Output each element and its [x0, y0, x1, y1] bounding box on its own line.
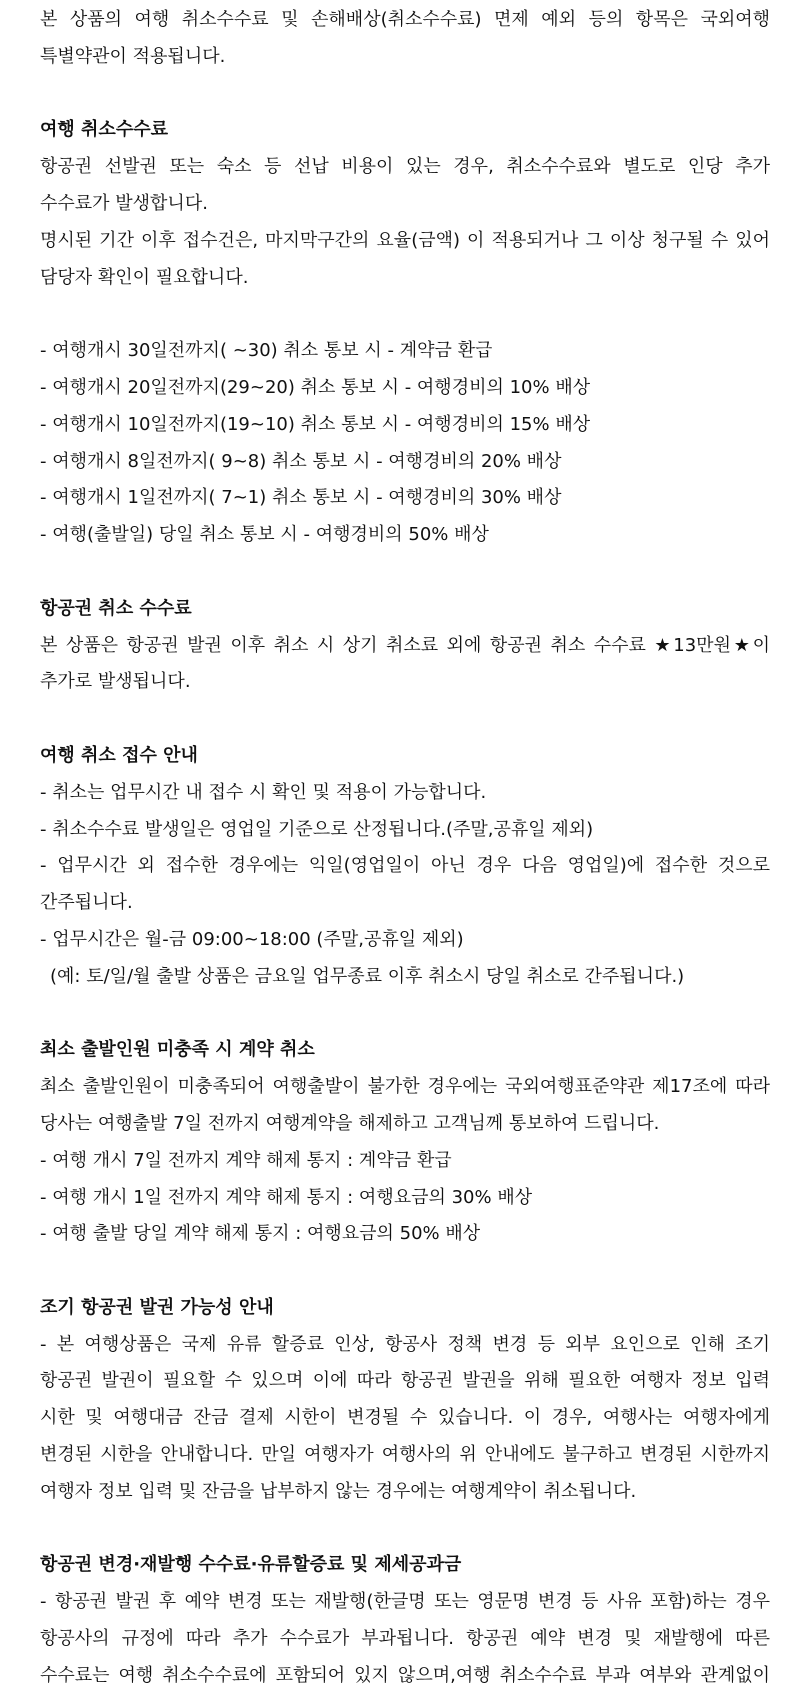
body-line: 항공권 선발권 또는 숙소 등 선납 비용이 있는 경우, 취소수수료와 별도로 인당 추가	[40, 156, 770, 178]
body-line: 항공사의 규정에 따라 추가 수수료가 부과됩니다. 항공권 예약 변경 및 재발행에 따른	[40, 1628, 770, 1650]
body-line: 담당자 확인이 필요합니다.	[40, 266, 249, 288]
list-item: - 여행개시 20일전까지(29~20) 취소 통보 시 - 여행경비의 10% 배상	[40, 376, 591, 398]
body-line: - 업무시간은 월-금 09:00~18:00 (주말,공휴일 제외)	[40, 928, 464, 950]
body-line: 본 상품은 항공권 발권 이후 취소 시 상기 취소료 외에 항공권 취소 수수료 ★13만원★이	[40, 634, 770, 656]
body-line: 항공권 발권이 필요할 수 있으며 이에 따라 항공권 발권을 위해 필요한 여행자 정보 입력	[40, 1370, 770, 1392]
list-item: - 여행개시 8일전까지( 9~8) 취소 통보 시 - 여행경비의 20% 배상	[40, 450, 562, 472]
body-line: - 여행 개시 7일 전까지 계약 해제 통지 : 계약금 환급	[40, 1149, 452, 1171]
section-heading: 최소 출발인원 미충족 시 계약 취소	[40, 1039, 315, 1061]
body-line: - 취소는 업무시간 내 접수 시 확인 및 적용이 가능합니다.	[40, 781, 487, 803]
paragraph-gap	[40, 1253, 770, 1290]
body-line: 시한 및 여행대금 잔금 결제 시한이 변경될 수 있습니다. 이 경우, 여행사는 여행자에게	[40, 1407, 770, 1429]
body-line: - 여행 개시 1일 전까지 계약 해제 통지 : 여행요금의 30% 배상	[40, 1186, 533, 1208]
body-line: 최소 출발인원이 미충족되어 여행출발이 불가한 경우에는 국외여행표준약관 제17조에 따라	[40, 1076, 770, 1098]
paragraph-gap	[40, 296, 770, 333]
body-line: - 여행 출발 당일 계약 해제 통지 : 여행요금의 50% 배상	[40, 1223, 481, 1245]
section-heading: 항공권 취소 수수료	[40, 597, 192, 619]
body-line: 명시된 기간 이후 접수건은, 마지막구간의 요율(금액) 이 적용되거나 그 이상 청구될 수 있어	[40, 229, 770, 251]
body-line: - 본 여행상품은 국제 유류 할증료 인상, 항공사 정책 변경 등 외부 요인으로 인해 조기	[40, 1333, 770, 1355]
body-line: (예: 토/일/월 출발 상품은 금요일 업무종료 이후 취소시 당일 취소로 간주됩니다.)	[50, 965, 685, 987]
body-line: - 항공권 발권 후 예약 변경 또는 재발행(한글명 또는 영문명 변경 등 사유 포함)하는 경우	[40, 1591, 770, 1613]
body-line: - 취소수수료 발생일은 영업일 기준으로 산정됩니다.(주말,공휴일 제외)	[40, 818, 594, 840]
body-line: 수수료는 여행 취소수수료에 포함되어 있지 않으며,여행 취소수수료 부과 여부와 관계없이	[40, 1664, 770, 1686]
body-line: 추가로 발생됩니다.	[40, 671, 191, 693]
body-line: 변경된 시한을 안내합니다. 만일 여행자가 여행사의 위 안내에도 불구하고 변경된 시한까지	[40, 1444, 770, 1466]
paragraph-gap	[40, 996, 770, 1033]
body-line: 여행자 정보 입력 및 잔금을 납부하지 않는 경우에는 여행계약이 취소됩니다.	[40, 1480, 637, 1502]
body-line: 간주됩니다.	[40, 892, 133, 914]
body-line: 수수료가 발생합니다.	[40, 192, 208, 214]
paragraph-gap	[40, 701, 770, 738]
paragraph-gap	[40, 554, 770, 591]
section-heading: 여행 취소수수료	[40, 119, 168, 141]
section-heading: 여행 취소 접수 안내	[40, 744, 198, 766]
list-item: - 여행개시 1일전까지( 7~1) 취소 통보 시 - 여행경비의 30% 배상	[40, 487, 562, 509]
intro-line: 특별약관이 적용됩니다.	[40, 45, 226, 67]
section-heading: 조기 항공권 발권 가능성 안내	[40, 1296, 274, 1318]
section-heading: 항공권 변경·재발행 수수료·유류할증료 및 제세공과금	[40, 1554, 462, 1576]
paragraph-gap	[40, 1511, 770, 1548]
list-item: - 여행(출발일) 당일 취소 통보 시 - 여행경비의 50% 배상	[40, 524, 489, 546]
body-line: 당사는 여행출발 7일 전까지 여행계약을 해제하고 고객님께 통보하여 드립니다.	[40, 1112, 660, 1134]
list-item: - 여행개시 10일전까지(19~10) 취소 통보 시 - 여행경비의 15% 배상	[40, 413, 591, 435]
body-line: - 업무시간 외 접수한 경우에는 익일(영업일이 아닌 경우 다음 영업일)에 접수한 것으로	[40, 855, 770, 877]
intro-line: 본 상품의 여행 취소수수료 및 손해배상(취소수수료) 면제 예외 등의 항목은 국외여행	[40, 9, 770, 30]
paragraph-gap	[40, 76, 770, 113]
list-item: - 여행개시 30일전까지( ~30) 취소 통보 시 - 계약금 환급	[40, 340, 493, 362]
